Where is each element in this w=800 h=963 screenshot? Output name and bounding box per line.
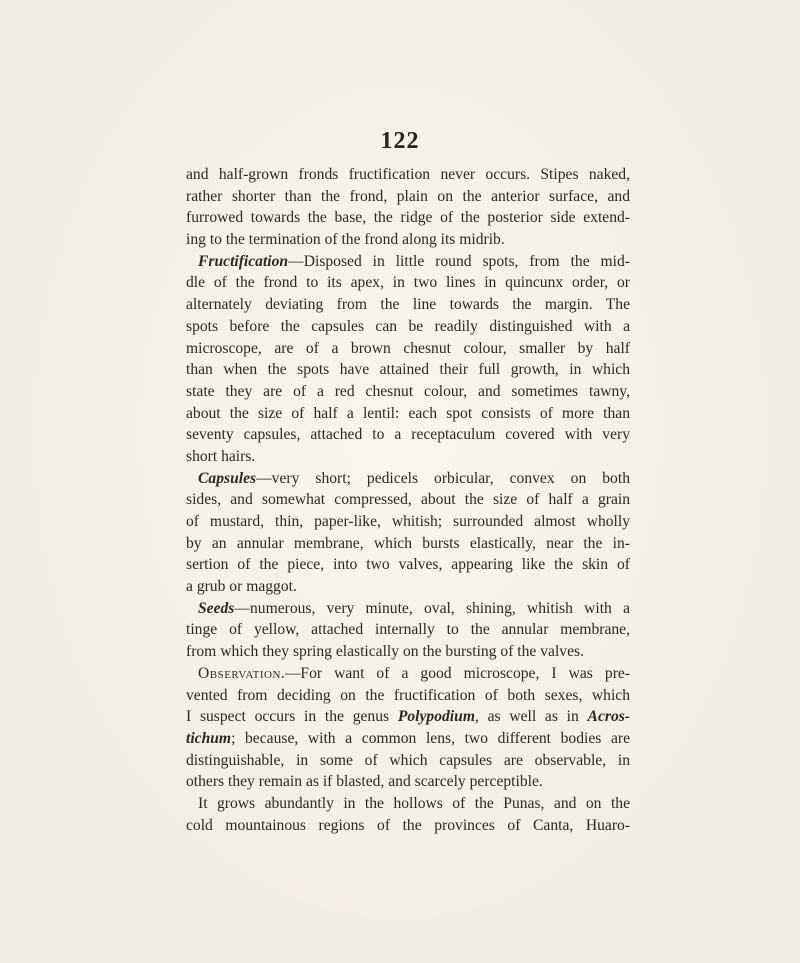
text-line	[186, 446, 630, 468]
text-line	[186, 381, 630, 403]
text-line	[186, 641, 630, 663]
line-text: sides, and somewhat compressed, about the size of half a grain	[186, 491, 630, 509]
text-line	[186, 771, 630, 793]
line-text: furrowed towards the base, the ridge of the posterior side extend-	[186, 209, 630, 227]
text-line	[186, 728, 630, 750]
text-line	[186, 619, 630, 641]
line-text: —numerous, very minute, oval, shining, whitish with a	[234, 599, 630, 617]
text-line	[186, 251, 630, 273]
text-line	[186, 554, 630, 576]
body-text	[186, 164, 630, 836]
line-text: others they remain as if blasted, and scarcely perceptible.	[186, 773, 543, 791]
line-text: short hairs.	[186, 447, 256, 465]
line-text: ; because, with a common lens, two different bodies are	[231, 729, 630, 747]
line-text: about the size of half a lentil: each spot consists of more than	[186, 404, 630, 422]
text-line	[186, 750, 630, 772]
line-text: of mustard, thin, paper-like, whitish; surrounded almost wholly	[186, 513, 630, 530]
italic-term: Acros-	[587, 708, 630, 726]
text-line	[186, 706, 630, 728]
line-text: alternately deviating from the line towards the margin. The	[186, 296, 630, 314]
section-lead: Fructification	[198, 252, 289, 270]
section-lead: Seeds	[198, 599, 235, 617]
line-text: I suspect occurs in the genus	[186, 708, 398, 726]
line-text: a grub or maggot.	[186, 578, 297, 596]
text-line	[186, 338, 630, 360]
line-text: dle of the frond to its apex, in two lines in quincunx order, or	[186, 274, 630, 292]
text-line	[186, 207, 630, 229]
text-line	[186, 815, 630, 837]
line-text: rather shorter than the frond, plain on the anterior surface, and	[186, 187, 630, 205]
text-line	[186, 186, 630, 208]
text-line	[186, 359, 630, 381]
line-text: It grows abundantly in the hollows of the Punas, and on the	[198, 794, 630, 812]
text-line	[186, 403, 630, 425]
text-line	[186, 468, 630, 490]
text-line	[186, 598, 630, 620]
line-text: and half-grown fronds fructification never occurs. Stipes naked,	[186, 166, 630, 183]
line-text: sertion of the piece, into two valves, appearing like the skin of	[186, 556, 630, 574]
section-lead: Observation	[198, 664, 281, 682]
italic-term: Polypodium	[397, 708, 475, 726]
line-text: than when the spots have attained their full growth, in which	[186, 361, 630, 379]
text-line	[186, 229, 630, 251]
line-text: vented from deciding on the fructification of both sexes, which	[186, 686, 630, 704]
text-line	[186, 316, 630, 338]
text-line	[186, 164, 630, 186]
line-text: , as well as in	[474, 708, 588, 726]
text-line	[186, 685, 630, 707]
text-line	[186, 663, 630, 685]
line-text: .—For want of a good microscope, I was pre-	[280, 664, 630, 682]
line-text: from which they spring elastically on the bursting of the valves.	[186, 643, 584, 661]
line-text: spots before the capsules can be readily distinguished with a	[186, 317, 630, 335]
line-text: microscope, are of a brown chesnut colour, smaller by half	[186, 339, 630, 357]
text-line	[186, 511, 630, 533]
line-text: seventy capsules, attached to a receptaculum covered with very	[186, 426, 630, 444]
text-line	[186, 576, 630, 598]
page-number: 122	[380, 128, 420, 154]
section-lead: Capsules	[198, 469, 257, 487]
line-text: —Disposed in little round spots, from the mid-	[288, 252, 630, 270]
italic-term: tichum	[186, 729, 232, 747]
text-line	[186, 533, 630, 555]
line-text: tinge of yellow, attached internally to the annular membrane,	[186, 621, 630, 639]
text-line	[186, 272, 630, 294]
line-text: by an annular membrane, which bursts elastically, near the in-	[186, 534, 630, 552]
line-text: distinguishable, in some of which capsules are observable, in	[186, 751, 630, 769]
line-text: cold mountainous regions of the provinces of Canta, Huaro-	[186, 816, 630, 834]
line-text: state they are of a red chesnut colour, and sometimes tawny,	[186, 382, 630, 400]
line-text: —very short; pedicels orbicular, convex on both	[256, 469, 630, 487]
text-line	[186, 793, 630, 815]
text-line	[186, 294, 630, 316]
text-line	[186, 424, 630, 446]
text-line	[186, 489, 630, 511]
line-text: ing to the termination of the frond along its midrib.	[186, 231, 505, 249]
